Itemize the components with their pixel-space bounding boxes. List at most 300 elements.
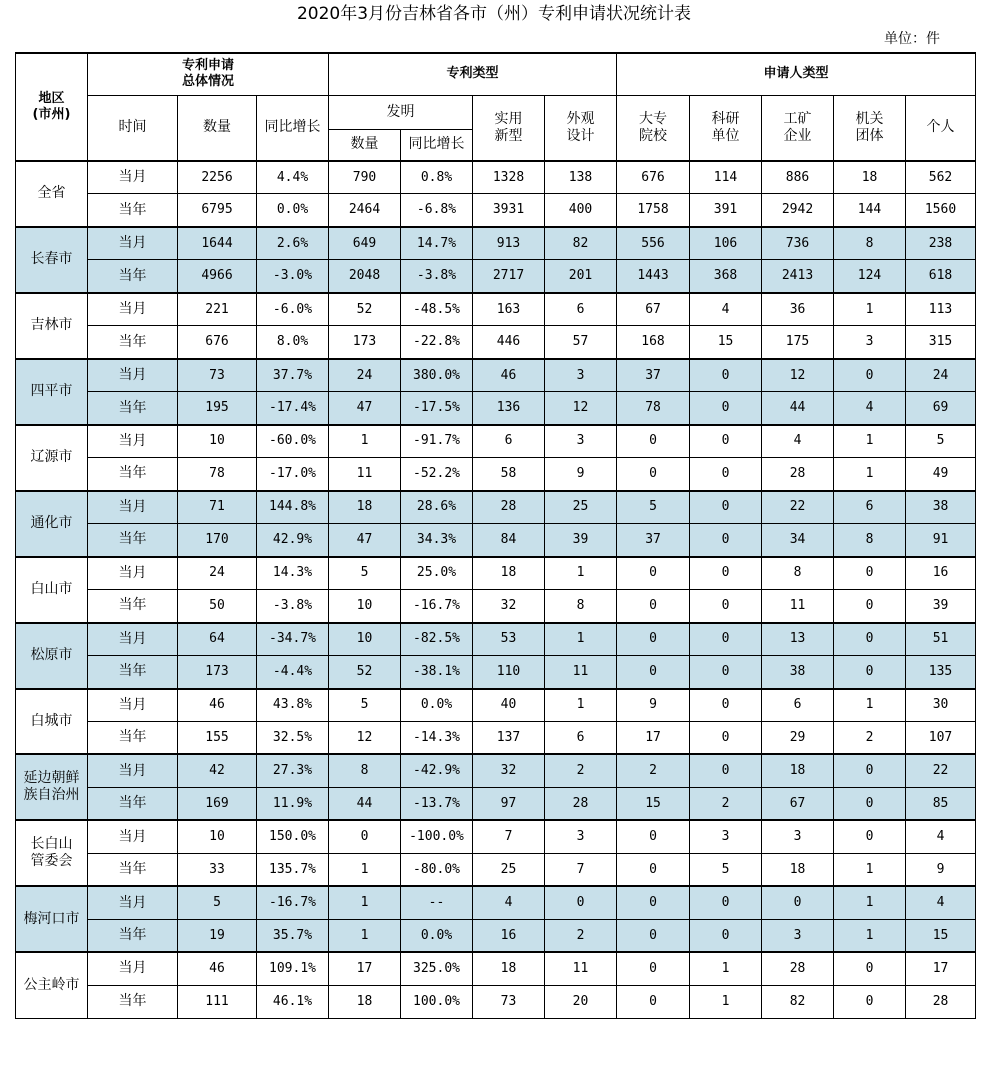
college-cell: 0 — [617, 425, 690, 458]
enterprise-cell: 28 — [762, 458, 834, 491]
agency-cell: 0 — [834, 656, 906, 689]
agency-cell: 0 — [834, 820, 906, 853]
agency-cell: 0 — [834, 754, 906, 787]
yoy-cell: 144.8% — [257, 491, 329, 524]
college-cell: 0 — [617, 919, 690, 952]
yoy-cell: 8.0% — [257, 326, 329, 359]
invention-count-cell: 24 — [329, 359, 401, 392]
agency-cell: 1 — [834, 458, 906, 491]
invention-count-cell: 2464 — [329, 194, 401, 227]
utility-cell: 28 — [473, 491, 545, 524]
count-cell: 4966 — [178, 260, 257, 293]
header-college-line1: 大专 — [639, 110, 668, 127]
yoy-cell: 0.0% — [257, 194, 329, 227]
header-utility-line1: 实用 — [494, 110, 523, 127]
count-cell: 1644 — [178, 227, 257, 260]
invention-yoy-cell: -3.8% — [401, 260, 473, 293]
table-row — [16, 656, 976, 689]
design-cell: 2 — [545, 754, 617, 787]
research-cell: 15 — [690, 326, 762, 359]
agency-cell: 6 — [834, 491, 906, 524]
time-cell: 当月 — [88, 425, 178, 458]
individual-cell: 4 — [906, 886, 976, 919]
yoy-cell: 43.8% — [257, 689, 329, 722]
enterprise-cell: 82 — [762, 985, 834, 1018]
invention-count-cell: 10 — [329, 590, 401, 623]
header-research-line1: 科研 — [711, 110, 740, 127]
agency-cell: 1 — [834, 919, 906, 952]
design-cell: 0 — [545, 886, 617, 919]
table-row — [16, 689, 976, 722]
count-cell: 10 — [178, 820, 257, 853]
enterprise-cell: 736 — [762, 227, 834, 260]
region-name: 辽源市 — [30, 449, 73, 466]
utility-cell: 4 — [473, 886, 545, 919]
invention-yoy-cell: 0.0% — [401, 689, 473, 722]
region-cell — [16, 425, 88, 491]
invention-yoy-cell: 28.6% — [401, 491, 473, 524]
individual-cell: 22 — [906, 754, 976, 787]
invention-count-cell: 11 — [329, 458, 401, 491]
research-cell: 0 — [690, 590, 762, 623]
college-cell: 0 — [617, 886, 690, 919]
header-enterprise — [762, 95, 834, 161]
invention-count-cell: 47 — [329, 524, 401, 557]
agency-cell: 0 — [834, 787, 906, 820]
invention-count-cell: 1 — [329, 919, 401, 952]
individual-cell: 24 — [906, 359, 976, 392]
yoy-cell: 46.1% — [257, 985, 329, 1018]
table-row — [16, 359, 976, 392]
enterprise-cell: 2942 — [762, 194, 834, 227]
utility-cell: 7 — [473, 820, 545, 853]
count-cell: 221 — [178, 293, 257, 326]
college-cell: 168 — [617, 326, 690, 359]
college-cell: 2 — [617, 754, 690, 787]
region-name: 四平市 — [30, 383, 73, 400]
count-cell: 111 — [178, 985, 257, 1018]
agency-cell: 0 — [834, 590, 906, 623]
invention-count-cell: 1 — [329, 425, 401, 458]
table-row — [16, 161, 976, 194]
design-cell: 12 — [545, 392, 617, 425]
utility-cell: 18 — [473, 952, 545, 985]
region-cell — [16, 491, 88, 557]
yoy-cell: -3.0% — [257, 260, 329, 293]
enterprise-cell: 28 — [762, 952, 834, 985]
invention-yoy-cell: 100.0% — [401, 985, 473, 1018]
individual-cell: 562 — [906, 161, 976, 194]
design-cell: 9 — [545, 458, 617, 491]
design-cell: 82 — [545, 227, 617, 260]
time-cell: 当年 — [88, 392, 178, 425]
time-cell: 当月 — [88, 227, 178, 260]
research-cell: 0 — [690, 359, 762, 392]
count-cell: 46 — [178, 689, 257, 722]
design-cell: 1 — [545, 623, 617, 656]
yoy-cell: -17.0% — [257, 458, 329, 491]
header-design-line1: 外观 — [566, 110, 595, 127]
yoy-cell: 109.1% — [257, 952, 329, 985]
count-cell: 19 — [178, 919, 257, 952]
region-name: 吉林市 — [30, 317, 73, 334]
college-cell: 78 — [617, 392, 690, 425]
agency-cell: 8 — [834, 227, 906, 260]
count-cell: 2256 — [178, 161, 257, 194]
invention-yoy-cell: -82.5% — [401, 623, 473, 656]
utility-cell: 6 — [473, 425, 545, 458]
design-cell: 1 — [545, 689, 617, 722]
count-cell: 6795 — [178, 194, 257, 227]
design-cell: 2 — [545, 919, 617, 952]
invention-count-cell: 5 — [329, 557, 401, 590]
individual-cell: 107 — [906, 721, 976, 754]
invention-count-cell: 47 — [329, 392, 401, 425]
college-cell: 37 — [617, 524, 690, 557]
invention-yoy-cell: -42.9% — [401, 754, 473, 787]
time-cell: 当月 — [88, 359, 178, 392]
table-row — [16, 853, 976, 886]
invention-yoy-cell: 0.8% — [401, 161, 473, 194]
invention-yoy-cell: 325.0% — [401, 952, 473, 985]
college-cell: 67 — [617, 293, 690, 326]
research-cell: 0 — [690, 524, 762, 557]
table-row — [16, 293, 976, 326]
research-cell: 106 — [690, 227, 762, 260]
invention-count-cell: 2048 — [329, 260, 401, 293]
count-cell: 10 — [178, 425, 257, 458]
design-cell: 3 — [545, 820, 617, 853]
header-individual: 个人 — [906, 95, 976, 161]
count-cell: 64 — [178, 623, 257, 656]
enterprise-cell: 2413 — [762, 260, 834, 293]
invention-yoy-cell: -38.1% — [401, 656, 473, 689]
enterprise-cell: 175 — [762, 326, 834, 359]
agency-cell: 2 — [834, 721, 906, 754]
count-cell: 195 — [178, 392, 257, 425]
invention-count-cell: 18 — [329, 491, 401, 524]
time-cell: 当月 — [88, 754, 178, 787]
region-name: 全省 — [37, 185, 66, 202]
enterprise-cell: 34 — [762, 524, 834, 557]
individual-cell: 28 — [906, 985, 976, 1018]
research-cell: 3 — [690, 820, 762, 853]
invention-count-cell: 10 — [329, 623, 401, 656]
time-cell: 当年 — [88, 194, 178, 227]
header-agency — [834, 95, 906, 161]
agency-cell: 1 — [834, 689, 906, 722]
invention-yoy-cell: 25.0% — [401, 557, 473, 590]
table-row — [16, 557, 976, 590]
invention-yoy-cell: -13.7% — [401, 787, 473, 820]
region-name: 管委会 — [30, 853, 73, 870]
region-cell — [16, 557, 88, 623]
college-cell: 15 — [617, 787, 690, 820]
header-time: 时间 — [88, 95, 178, 161]
individual-cell: 51 — [906, 623, 976, 656]
agency-cell: 0 — [834, 359, 906, 392]
region-cell — [16, 161, 88, 227]
individual-cell: 38 — [906, 491, 976, 524]
header-patent-type: 专利类型 — [329, 53, 617, 95]
enterprise-cell: 8 — [762, 557, 834, 590]
header-yoy: 同比增长 — [257, 95, 329, 161]
individual-cell: 618 — [906, 260, 976, 293]
invention-count-cell: 5 — [329, 689, 401, 722]
design-cell: 39 — [545, 524, 617, 557]
count-cell: 73 — [178, 359, 257, 392]
research-cell: 0 — [690, 425, 762, 458]
invention-yoy-cell: -91.7% — [401, 425, 473, 458]
header-invention: 发明 — [329, 95, 473, 129]
header-design — [545, 95, 617, 161]
region-name: 族自治州 — [23, 787, 80, 804]
table-row — [16, 392, 976, 425]
utility-cell: 58 — [473, 458, 545, 491]
table-row — [16, 491, 976, 524]
time-cell: 当月 — [88, 886, 178, 919]
time-cell: 当月 — [88, 491, 178, 524]
design-cell: 400 — [545, 194, 617, 227]
enterprise-cell: 44 — [762, 392, 834, 425]
invention-yoy-cell: -- — [401, 886, 473, 919]
individual-cell: 5 — [906, 425, 976, 458]
time-cell: 当月 — [88, 557, 178, 590]
yoy-cell: 32.5% — [257, 721, 329, 754]
time-cell: 当年 — [88, 721, 178, 754]
enterprise-cell: 3 — [762, 820, 834, 853]
agency-cell: 0 — [834, 952, 906, 985]
individual-cell: 113 — [906, 293, 976, 326]
time-cell: 当月 — [88, 161, 178, 194]
utility-cell: 16 — [473, 919, 545, 952]
utility-cell: 110 — [473, 656, 545, 689]
enterprise-cell: 22 — [762, 491, 834, 524]
yoy-cell: -17.4% — [257, 392, 329, 425]
design-cell: 6 — [545, 721, 617, 754]
table-row — [16, 194, 976, 227]
invention-count-cell: 44 — [329, 787, 401, 820]
enterprise-cell: 3 — [762, 919, 834, 952]
college-cell: 1443 — [617, 260, 690, 293]
time-cell: 当年 — [88, 656, 178, 689]
college-cell: 0 — [617, 985, 690, 1018]
invention-yoy-cell: -6.8% — [401, 194, 473, 227]
design-cell: 11 — [545, 656, 617, 689]
count-cell: 33 — [178, 853, 257, 886]
design-cell: 57 — [545, 326, 617, 359]
utility-cell: 53 — [473, 623, 545, 656]
design-cell: 3 — [545, 425, 617, 458]
table-row — [16, 721, 976, 754]
college-cell: 0 — [617, 623, 690, 656]
table-row — [16, 425, 976, 458]
utility-cell: 25 — [473, 853, 545, 886]
time-cell: 当年 — [88, 787, 178, 820]
yoy-cell: 4.4% — [257, 161, 329, 194]
agency-cell: 0 — [834, 985, 906, 1018]
yoy-cell: 35.7% — [257, 919, 329, 952]
count-cell: 46 — [178, 952, 257, 985]
count-cell: 5 — [178, 886, 257, 919]
invention-count-cell: 649 — [329, 227, 401, 260]
invention-yoy-cell: -22.8% — [401, 326, 473, 359]
invention-count-cell: 17 — [329, 952, 401, 985]
invention-yoy-cell: 380.0% — [401, 359, 473, 392]
yoy-cell: 11.9% — [257, 787, 329, 820]
utility-cell: 73 — [473, 985, 545, 1018]
individual-cell: 1560 — [906, 194, 976, 227]
yoy-cell: 135.7% — [257, 853, 329, 886]
invention-yoy-cell: 0.0% — [401, 919, 473, 952]
region-cell — [16, 293, 88, 359]
utility-cell: 46 — [473, 359, 545, 392]
time-cell: 当年 — [88, 260, 178, 293]
college-cell: 0 — [617, 952, 690, 985]
individual-cell: 91 — [906, 524, 976, 557]
table-row — [16, 227, 976, 260]
invention-yoy-cell: -16.7% — [401, 590, 473, 623]
time-cell: 当年 — [88, 853, 178, 886]
count-cell: 71 — [178, 491, 257, 524]
utility-cell: 137 — [473, 721, 545, 754]
research-cell: 368 — [690, 260, 762, 293]
header-invention-yoy: 同比增长 — [401, 129, 473, 161]
individual-cell: 69 — [906, 392, 976, 425]
design-cell: 7 — [545, 853, 617, 886]
time-cell: 当月 — [88, 623, 178, 656]
utility-cell: 446 — [473, 326, 545, 359]
agency-cell: 124 — [834, 260, 906, 293]
college-cell: 556 — [617, 227, 690, 260]
region-cell — [16, 886, 88, 952]
enterprise-cell: 18 — [762, 853, 834, 886]
research-cell: 114 — [690, 161, 762, 194]
region-cell — [16, 754, 88, 820]
count-cell: 155 — [178, 721, 257, 754]
count-cell: 169 — [178, 787, 257, 820]
invention-count-cell: 8 — [329, 754, 401, 787]
research-cell: 0 — [690, 919, 762, 952]
count-cell: 170 — [178, 524, 257, 557]
agency-cell: 1 — [834, 293, 906, 326]
individual-cell: 30 — [906, 689, 976, 722]
college-cell: 17 — [617, 721, 690, 754]
header-design-line2: 设计 — [566, 127, 595, 144]
research-cell: 0 — [690, 557, 762, 590]
individual-cell: 9 — [906, 853, 976, 886]
header-overall-line2: 总体情况 — [181, 74, 234, 90]
research-cell: 0 — [690, 656, 762, 689]
college-cell: 0 — [617, 820, 690, 853]
research-cell: 1 — [690, 952, 762, 985]
time-cell: 当月 — [88, 820, 178, 853]
table-title: 2020年3月份吉林省各市（州）专利申请状况统计表 — [296, 4, 692, 24]
design-cell: 6 — [545, 293, 617, 326]
design-cell: 138 — [545, 161, 617, 194]
invention-yoy-cell: -80.0% — [401, 853, 473, 886]
utility-cell: 40 — [473, 689, 545, 722]
utility-cell: 32 — [473, 754, 545, 787]
table-row — [16, 919, 976, 952]
invention-count-cell: 12 — [329, 721, 401, 754]
individual-cell: 315 — [906, 326, 976, 359]
count-cell: 24 — [178, 557, 257, 590]
design-cell: 28 — [545, 787, 617, 820]
design-cell: 25 — [545, 491, 617, 524]
research-cell: 0 — [690, 491, 762, 524]
header-enterprise-line2: 企业 — [783, 127, 812, 144]
table-body — [16, 161, 976, 1019]
yoy-cell: 37.7% — [257, 359, 329, 392]
design-cell: 3 — [545, 359, 617, 392]
design-cell: 1 — [545, 557, 617, 590]
individual-cell: 4 — [906, 820, 976, 853]
enterprise-cell: 11 — [762, 590, 834, 623]
region-name: 通化市 — [30, 515, 73, 532]
individual-cell: 15 — [906, 919, 976, 952]
utility-cell: 136 — [473, 392, 545, 425]
region-name: 公主岭市 — [23, 977, 80, 994]
yoy-cell: -6.0% — [257, 293, 329, 326]
time-cell: 当月 — [88, 689, 178, 722]
invention-yoy-cell: 14.7% — [401, 227, 473, 260]
enterprise-cell: 29 — [762, 721, 834, 754]
design-cell: 11 — [545, 952, 617, 985]
research-cell: 0 — [690, 689, 762, 722]
time-cell: 当月 — [88, 293, 178, 326]
region-cell — [16, 952, 88, 1018]
table-row — [16, 326, 976, 359]
design-cell: 201 — [545, 260, 617, 293]
invention-yoy-cell: -52.2% — [401, 458, 473, 491]
invention-count-cell: 18 — [329, 985, 401, 1018]
table-row — [16, 260, 976, 293]
header-research-line2: 单位 — [711, 127, 740, 144]
agency-cell: 1 — [834, 853, 906, 886]
header-research — [690, 95, 762, 161]
region-name: 延边朝鲜 — [23, 770, 80, 787]
header-college — [617, 95, 690, 161]
table-row — [16, 623, 976, 656]
agency-cell: 1 — [834, 425, 906, 458]
yoy-cell: 42.9% — [257, 524, 329, 557]
yoy-cell: 27.3% — [257, 754, 329, 787]
time-cell: 当年 — [88, 590, 178, 623]
count-cell: 50 — [178, 590, 257, 623]
count-cell: 676 — [178, 326, 257, 359]
utility-cell: 1328 — [473, 161, 545, 194]
enterprise-cell: 12 — [762, 359, 834, 392]
time-cell: 当年 — [88, 326, 178, 359]
research-cell: 0 — [690, 721, 762, 754]
utility-cell: 84 — [473, 524, 545, 557]
research-cell: 0 — [690, 392, 762, 425]
yoy-cell: 14.3% — [257, 557, 329, 590]
invention-yoy-cell: 34.3% — [401, 524, 473, 557]
region-cell — [16, 227, 88, 293]
unit-label: 单位：件 — [884, 31, 940, 47]
enterprise-cell: 4 — [762, 425, 834, 458]
individual-cell: 85 — [906, 787, 976, 820]
college-cell: 0 — [617, 557, 690, 590]
college-cell: 37 — [617, 359, 690, 392]
yoy-cell: 2.6% — [257, 227, 329, 260]
research-cell: 0 — [690, 886, 762, 919]
agency-cell: 0 — [834, 557, 906, 590]
yoy-cell: -3.8% — [257, 590, 329, 623]
header-overall-line1: 专利申请 — [181, 58, 234, 74]
